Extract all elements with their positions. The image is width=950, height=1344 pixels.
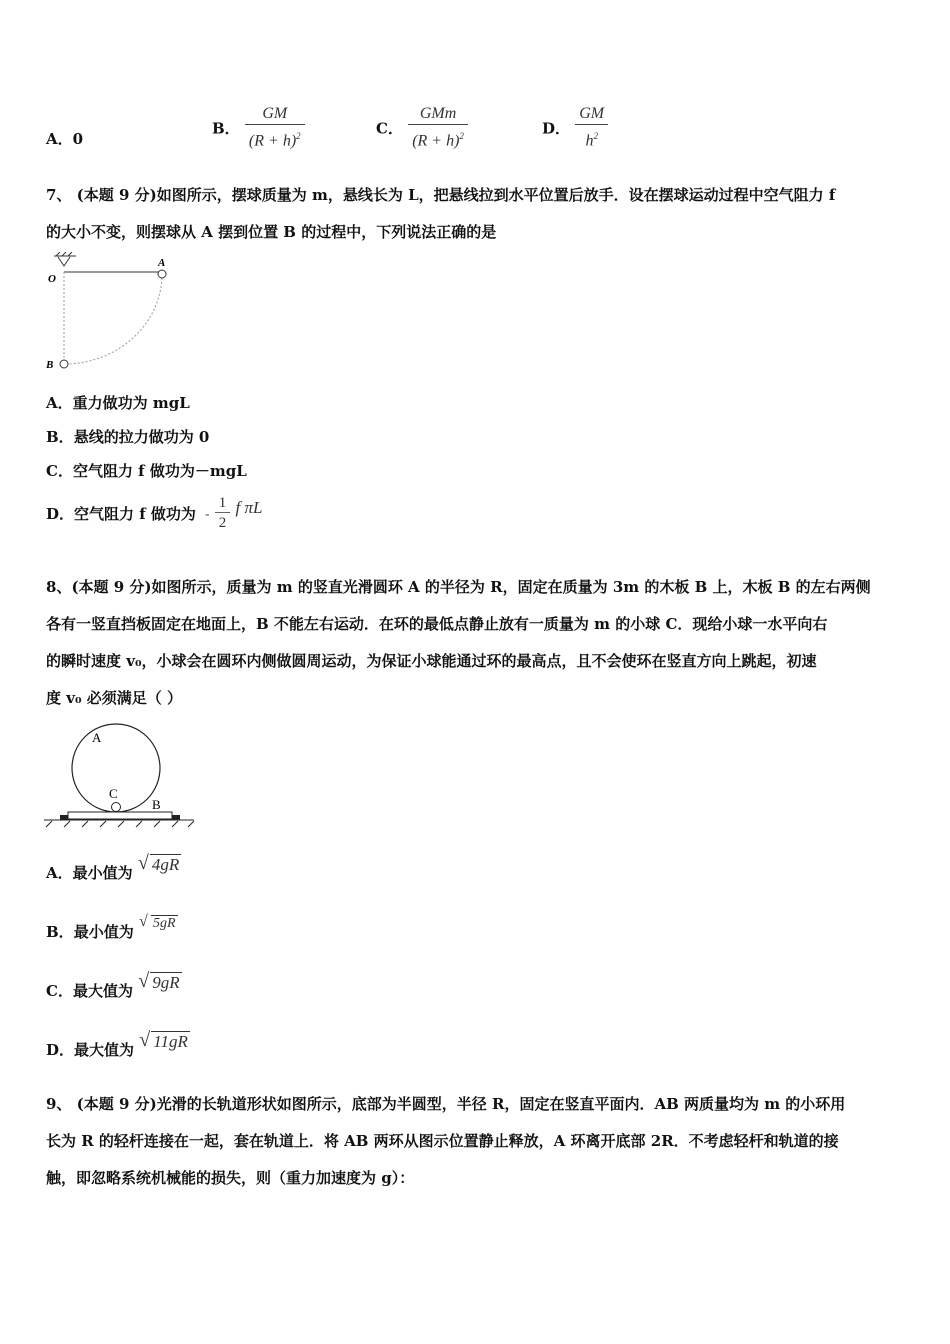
q7-arc-path <box>67 274 162 364</box>
q7-option-c: C．空气阻力 f 做功为－mgL <box>46 462 247 480</box>
q7-label-a: A <box>158 257 166 269</box>
q7-option-a: A．重力做功为 mgL <box>46 394 190 412</box>
q7-ball-b <box>60 360 68 368</box>
q8-label-b: B <box>152 797 161 812</box>
q6-option-a: A．0 <box>46 130 84 148</box>
q7-label-o: O <box>48 273 56 285</box>
q6-option-d-fraction: $\frac{GM}{h^2}$ <box>575 104 608 152</box>
q7-option-b: B．悬线的拉力做功为 0 <box>46 428 210 446</box>
q7-stem: 7、 (本题 9 分)如图所示，摆球质量为 m，悬线长为 L，把悬线拉到水平位置后放手．设在摆球运动过程中空气阻力 f 的大小不变，则摆球从 A 摆到位置 B 的过程中，下列说法正确的是 <box>46 186 836 241</box>
q6-option-b: B． $\frac{GM}{(R + h)^2}$ <box>212 104 305 152</box>
q7-option-d-fraction: $\frac{1}{2}$ <box>215 494 231 533</box>
q9-stem: 9、 (本题 9 分)光滑的长轨道形状如图所示，底部为半圆型，半径 R，固定在竖直平面内．AB 两质量均为 m 的小环用 长为 R 的轻杆连接在一起，套在轨道上．将 AB 两环从图示位置静止释放，A 环离开底部 2R．不考虑轻杆和轨道的接 触，即忽略系统机械能的损失，则（重力加速度为 g）： <box>46 1095 846 1187</box>
q8-ball-c <box>112 803 121 812</box>
pivot-icon <box>58 257 70 266</box>
q8-option-b-sqrt: √ 5gR <box>138 913 176 931</box>
q8-option-a-sqrt: √ 4gR <box>137 852 180 874</box>
q7-ball-a <box>158 270 166 278</box>
q8-option-b: B．最小值为 √ 5gR <box>46 913 176 941</box>
q8-option-c: C．最大值为 √ 9gR <box>46 970 180 1000</box>
q8-option-c-sqrt: √ 9gR <box>138 970 180 992</box>
q8-label-a: A <box>92 730 102 745</box>
q7-label-b: B <box>46 359 54 371</box>
q8-right-stop <box>172 815 180 820</box>
q8-stem: 8、(本题 9 分)如图所示，质量为 m 的竖直光滑圆环 A 的半径为 R，固定在质量为 3m 的木板 B 上，木板 B 的左右两侧 各有一竖直挡板固定在地面上，B 不能左右运动．在环的最低点静止放有一质量为 m 的小球 C．现给小球一水平向右 的瞬时速度 v₀，小球会在圆环内侧做圆周运动，为保证小球能通过环的最高点，且不会使环在竖直方向上跳起，初速 度 v₀ 必须满足（ ） <box>46 578 871 707</box>
q7-pendulum-figure <box>40 252 180 374</box>
q8-left-stop <box>60 815 68 820</box>
q6-option-d: D． $\frac{GM}{h^2}$ <box>542 104 608 152</box>
q8-option-d-sqrt: √ 11gR <box>139 1029 188 1051</box>
q8-option-d: D．最大值为 √ 11gR <box>46 1029 188 1059</box>
q8-label-c: C <box>109 786 118 801</box>
q6-option-c: C． $\frac{\text{GMm}}{(R + h)^2}$ <box>376 104 468 152</box>
q8-option-a: A．最小值为 √ 4gR <box>46 852 180 882</box>
q6-option-b-fraction: $\frac{GM}{(R + h)^2}$ <box>245 104 305 152</box>
q8-ring-figure <box>40 720 200 830</box>
q6-option-c-fraction: $\frac{\text{GMm}}{(R + h)^2}$ <box>408 104 468 152</box>
q7-option-d: D．空气阻力 f 做功为 - $\frac{1}{2}$ f πL <box>46 495 263 531</box>
q8-board-b <box>68 812 172 819</box>
